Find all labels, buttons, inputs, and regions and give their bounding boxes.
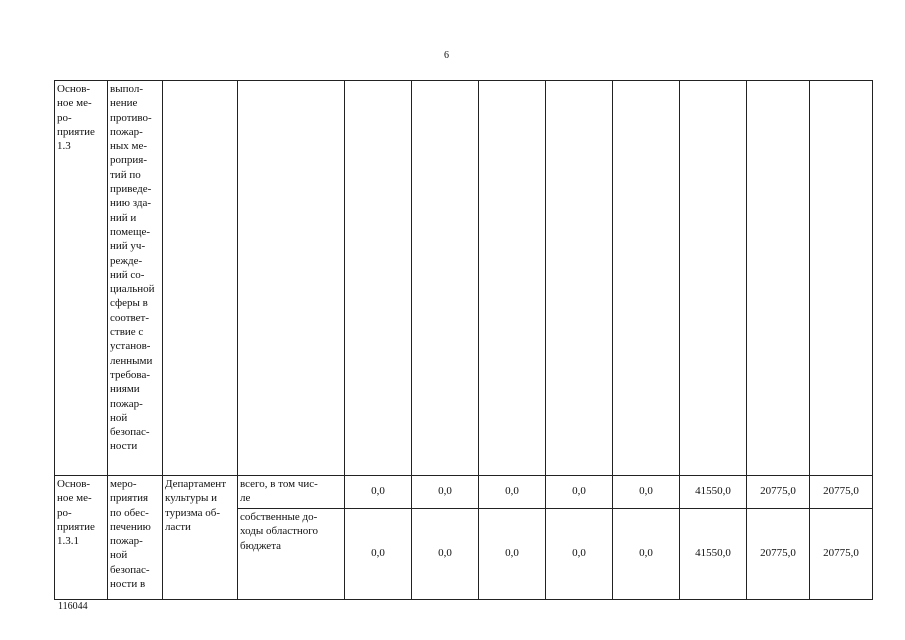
value-cell: 0,0 xyxy=(412,509,479,600)
value-cell: 0,0 xyxy=(479,476,546,509)
funding-source-cell: всего, в том чис- ле xyxy=(238,476,345,509)
executor-cell xyxy=(163,81,238,476)
executor-cell: Департамент культуры и туризма об- ласти xyxy=(163,476,238,600)
table-row xyxy=(55,81,873,476)
value-cell xyxy=(479,81,546,476)
value-cell: 0,0 xyxy=(546,509,613,600)
footer-code: 116044 xyxy=(58,601,88,612)
value-cell: 20775,0 xyxy=(747,476,810,509)
value-cell: 20775,0 xyxy=(810,509,873,600)
value-cell xyxy=(613,81,680,476)
value-cell xyxy=(345,81,412,476)
value-cell: 0,0 xyxy=(546,476,613,509)
value-cell: 0,0 xyxy=(613,476,680,509)
value-cell xyxy=(412,81,479,476)
value-cell: 0,0 xyxy=(345,476,412,509)
program-table xyxy=(54,80,873,600)
activity-name-cell: меро- приятия по обес- печению пожар- ной безопас- ности в xyxy=(108,476,163,600)
value-cell: 0,0 xyxy=(412,476,479,509)
page-number: 6 xyxy=(444,50,449,61)
value-cell xyxy=(747,81,810,476)
activity-name-cell: выпол- нение противо- пожар- ных ме- роприя- тий по приведе- нию зда- ний и помеще- ний уч- режде- ний со- циальной сферы в соответ- ствие с установ- ленными требова- ниями пожар- ной безопас- ности xyxy=(108,81,163,476)
value-cell xyxy=(810,81,873,476)
activity-code-cell: Основ- ное ме- ро- приятие 1.3.1 xyxy=(55,476,108,600)
value-cell: 41550,0 xyxy=(680,476,747,509)
value-cell xyxy=(546,81,613,476)
value-cell: 41550,0 xyxy=(680,509,747,600)
value-cell xyxy=(680,81,747,476)
value-cell: 0,0 xyxy=(479,509,546,600)
value-cell: 0,0 xyxy=(613,509,680,600)
value-cell: 0,0 xyxy=(345,509,412,600)
funding-source-cell: собственные до- ходы областного бюджета xyxy=(238,509,345,600)
funding-source-cell xyxy=(238,81,345,476)
activity-code-cell: Основ- ное ме- ро- приятие 1.3 xyxy=(55,81,108,476)
value-cell: 20775,0 xyxy=(810,476,873,509)
table-row xyxy=(55,476,873,509)
value-cell: 20775,0 xyxy=(747,509,810,600)
